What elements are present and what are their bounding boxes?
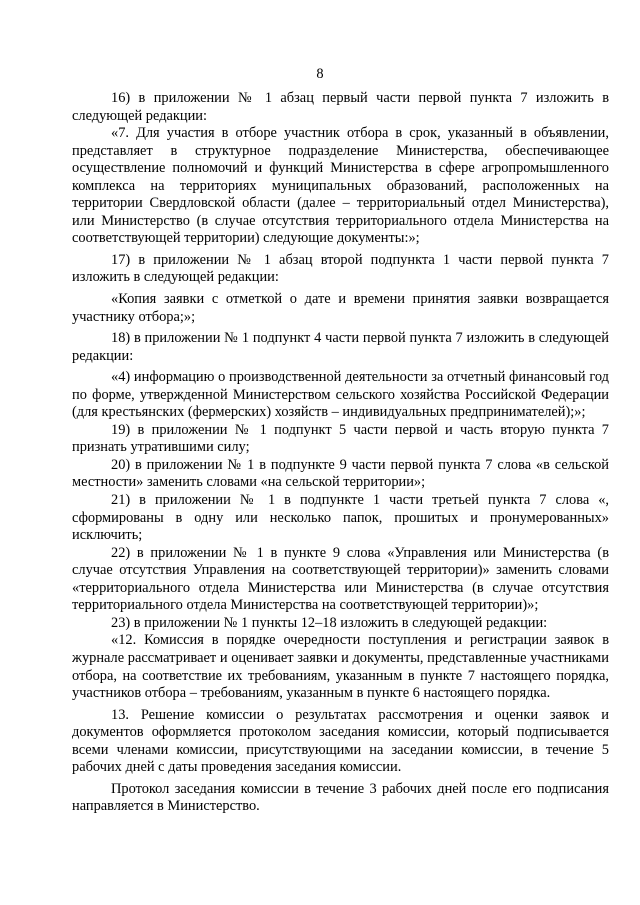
paragraph: «4) информацию о производственной деятельности за отчетный финансовый год по форме, утвержденной Министерством сельского хозяйства Российской Федерации (для крестьянских (фермерских) хозяйств – индивидуальных предпринимателей);»;: [72, 369, 609, 421]
paragraph: 21) в приложении № 1 в подпункте 1 части третьей пункта 7 слова «, сформированы в одну или несколько папок, прошитых и пронумерованных» исключить;: [72, 492, 609, 544]
paragraph: 20) в приложении № 1 в подпункте 9 части первой пункта 7 слова «в сельской местности» заменить словами «на сельской территории»;: [72, 456, 609, 491]
paragraph: 16) в приложении № 1 абзац первый части первой пункта 7 изложить в следующей редакции:: [72, 90, 609, 124]
paragraph: 22) в приложении № 1 в пункте 9 слова «Управления или Министерства (в случае отсутствия Управления на соответствующей территории)» заменить словами «территориального отдела Министерства или Министерства (в случае отсутствия территориального отдела Министерства на соответствующей территории)»;: [72, 544, 609, 614]
page-number: 8: [316, 66, 324, 82]
document-body: [72, 90, 609, 816]
paragraph: 13. Решение комиссии о результатах рассмотрения и оценки заявок и документов оформляется протоколом заседания комиссии, который подписывается всеми членами комиссии, присутствующими на заседании комиссии, в течение 5 рабочих дней с даты проведения заседания комиссии.: [72, 706, 609, 776]
paragraph: 17) в приложении № 1 абзац второй подпункта 1 части первой пункта 7 изложить в следующей редакции:: [72, 251, 609, 286]
paragraph: Протокол заседания комиссии в течение 3 рабочих дней после его подписания направляется в Министерство.: [72, 780, 609, 815]
paragraph: 18) в приложении № 1 подпункт 4 части первой пункта 7 изложить в следующей редакции:: [72, 330, 609, 364]
paragraph: «12. Комиссия в порядке очередности поступления и регистрации заявок в журнале рассматривает и оценивает заявки и документы, представленные участниками отбора, на соответствие их требованиям, указанным в пункте 7 настоящего порядка, участников отбора – требованиям, указанным в пункте 6 настоящего порядка.: [72, 632, 609, 702]
paragraph: 19) в приложении № 1 подпункт 5 части первой и часть вторую пункта 7 признать утратившими силу;: [72, 421, 609, 456]
paragraph: «7. Для участия в отборе участник отбора в срок, указанный в объявлении, представляет в структурное подразделение Министерства, обеспечивающее осуществление полномочий и функций Министерства в сфере агропромышленного комплекса на территориях муниципальных образований, расположенных на территории Свердловской области (далее – территориальный отдел Министерства), или Министерство (в случае отсутствия территориального отдела Министерства на соответствующей территории) следующие документы:»;: [72, 125, 609, 247]
paragraph: 23) в приложении № 1 пункты 12–18 изложить в следующей редакции:: [111, 614, 548, 631]
paragraph: «Копия заявки с отметкой о дате и времени принятия заявки возвращается участнику отбора;»;: [72, 291, 609, 325]
